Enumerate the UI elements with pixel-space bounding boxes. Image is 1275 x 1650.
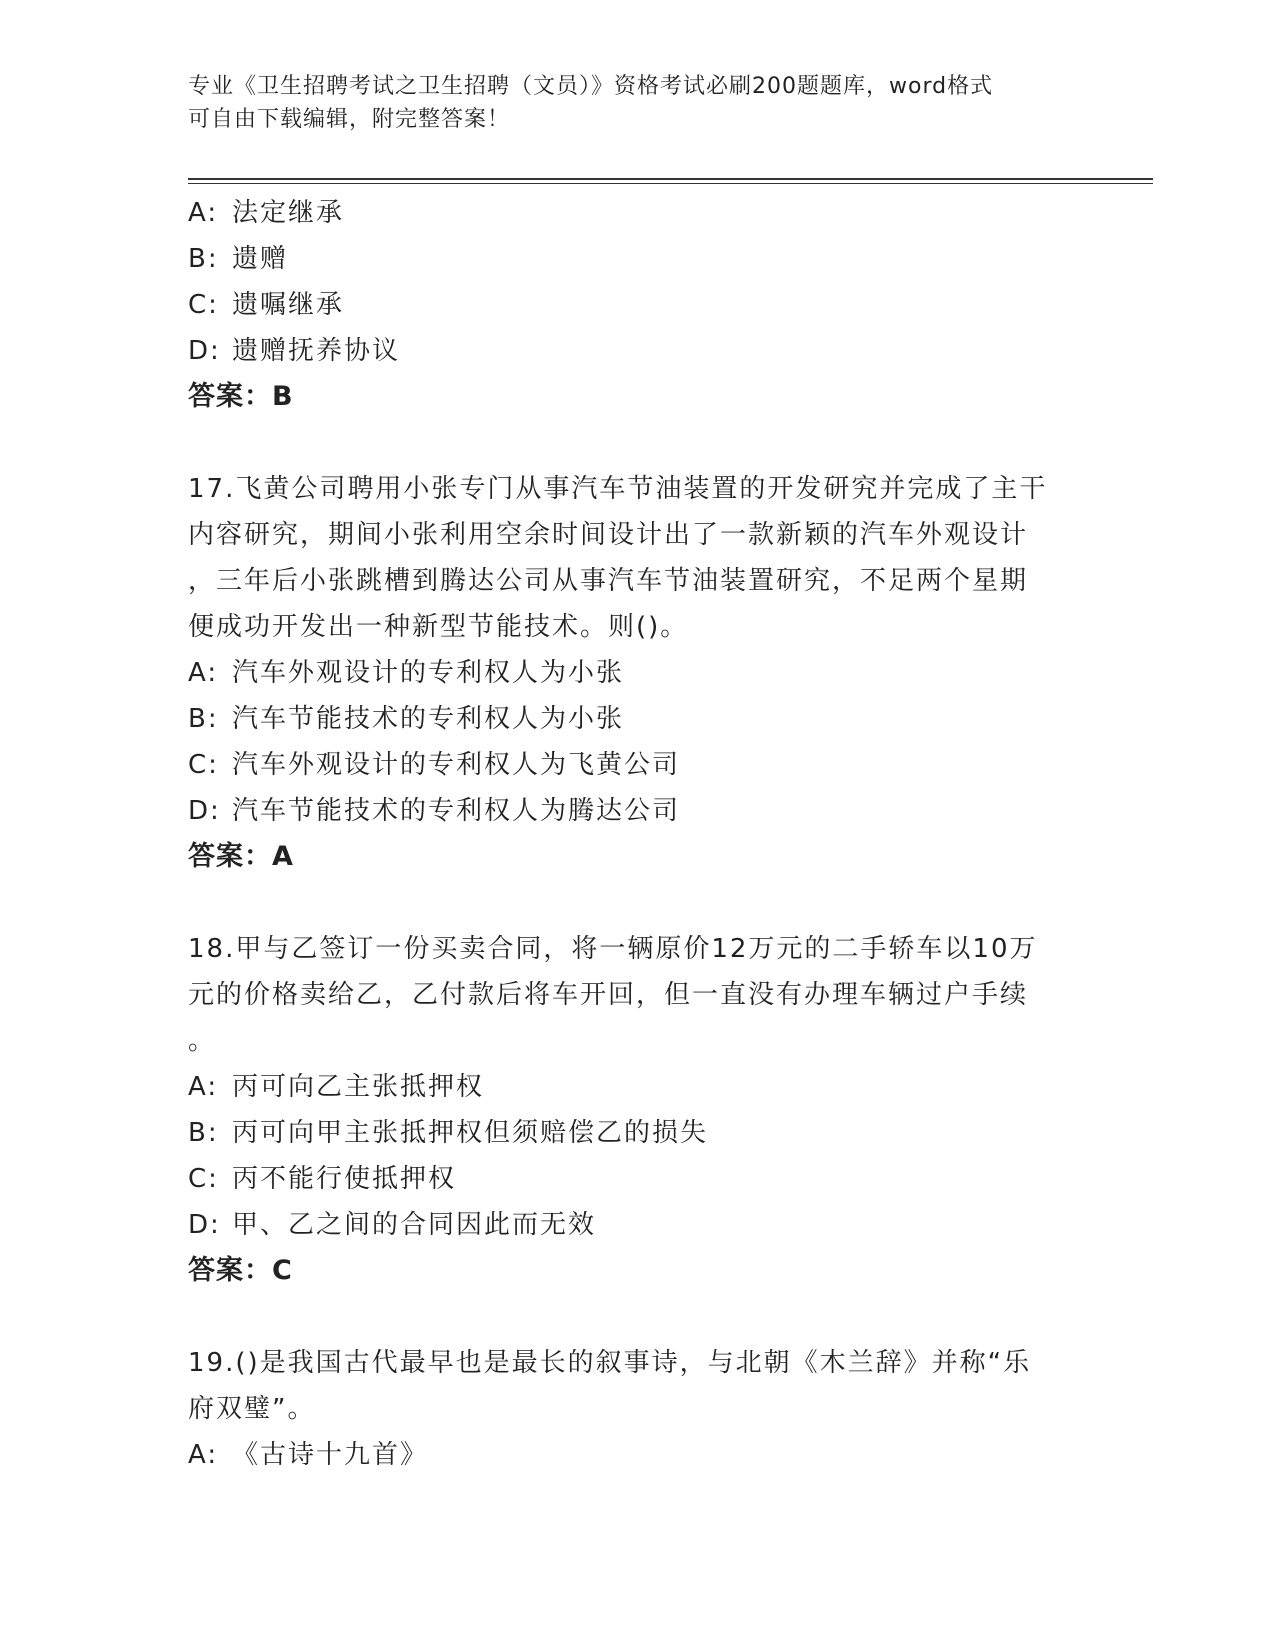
option-letter: C:: [188, 1164, 219, 1194]
option-letter: B:: [188, 1118, 219, 1148]
header-line-1: 专业《卫生招聘考试之卫生招聘（文员）》资格考试必刷200题题库，word格式: [188, 74, 994, 99]
answer-line: 答案：C: [188, 1255, 293, 1286]
option-text: 汽车节能技术的专利权人为腾达公司: [232, 796, 681, 826]
option-text: 汽车外观设计的专利权人为飞黄公司: [232, 750, 681, 780]
question-stem-line: ，三年后小张跳槽到腾达公司从事汽车节油装置研究，不足两个星期: [188, 566, 1029, 596]
option-text: 遗嘱继承: [232, 290, 345, 320]
option-d: [188, 788, 1088, 834]
option-text: 丙不能行使抵押权: [232, 1164, 457, 1194]
question-17: [188, 466, 1088, 880]
option-b: [188, 1110, 1088, 1156]
option-a: [188, 1064, 1088, 1110]
spacer: [188, 1294, 1088, 1340]
option-text: 遗赠抚养协议: [232, 336, 401, 366]
document-header: [188, 70, 1068, 136]
option-c: [188, 282, 1088, 328]
question-stem-line: 17.飞黄公司聘用小张专门从事汽车节油装置的开发研究并完成了主干: [188, 474, 1048, 504]
question-stem-line: 。: [188, 1026, 217, 1056]
option-text: 甲、乙之间的合同因此而无效: [232, 1210, 597, 1240]
header-divider: [188, 178, 1153, 180]
answer-line: 答案：A: [188, 841, 294, 872]
question-16: [188, 190, 1088, 420]
option-text: 法定继承: [232, 198, 345, 228]
header-divider-thin: [188, 183, 1153, 184]
option-text: 丙可向乙主张抵押权: [232, 1072, 485, 1102]
option-a: [188, 1432, 1088, 1478]
option-c: [188, 742, 1088, 788]
question-18: [188, 926, 1088, 1294]
option-a: [188, 190, 1088, 236]
option-text: 汽车节能技术的专利权人为小张: [232, 704, 625, 734]
question-stem-line: 19.()是我国古代最早也是最长的叙事诗，与北朝《木兰辞》并称“乐: [188, 1348, 1032, 1378]
question-stem-line: 府双璧”。: [188, 1394, 316, 1424]
option-letter: C:: [188, 290, 219, 320]
question-stem-line: 便成功开发出一种新型节能技术。则()。: [188, 612, 689, 642]
question-stem-line: 元的价格卖给乙，乙付款后将车开回，但一直没有办理车辆过户手续: [188, 980, 1029, 1010]
option-a: [188, 650, 1088, 696]
spacer: [188, 420, 1088, 466]
option-text: 遗赠: [232, 244, 289, 274]
option-text: 汽车外观设计的专利权人为小张: [232, 658, 625, 688]
option-letter: D:: [188, 796, 221, 826]
question-list: [188, 190, 1088, 1478]
answer-line: 答案：B: [188, 381, 294, 412]
option-letter: A:: [188, 1072, 219, 1102]
question-stem-line: 内容研究，期间小张利用空余时间设计出了一款新颖的汽车外观设计: [188, 520, 1029, 550]
option-letter: D:: [188, 336, 221, 366]
spacer: [188, 880, 1088, 926]
option-letter: A:: [188, 658, 219, 688]
option-letter: A:: [188, 198, 219, 228]
option-letter: C:: [188, 750, 219, 780]
option-letter: D:: [188, 1210, 221, 1240]
option-letter: B:: [188, 244, 219, 274]
option-b: [188, 696, 1088, 742]
option-letter: B:: [188, 704, 219, 734]
option-d: [188, 1202, 1088, 1248]
option-b: [188, 236, 1088, 282]
header-line-2: 可自由下载编辑，附完整答案！: [188, 107, 511, 132]
question-19: [188, 1340, 1088, 1478]
option-text: 丙可向甲主张抵押权但须赔偿乙的损失: [232, 1118, 709, 1148]
option-d: [188, 328, 1088, 374]
option-letter: A:: [188, 1440, 219, 1470]
option-c: [188, 1156, 1088, 1202]
option-text: 《古诗十九首》: [232, 1440, 429, 1470]
question-stem-line: 18.甲与乙签订一份买卖合同，将一辆原价12万元的二手轿车以10万: [188, 934, 1038, 964]
